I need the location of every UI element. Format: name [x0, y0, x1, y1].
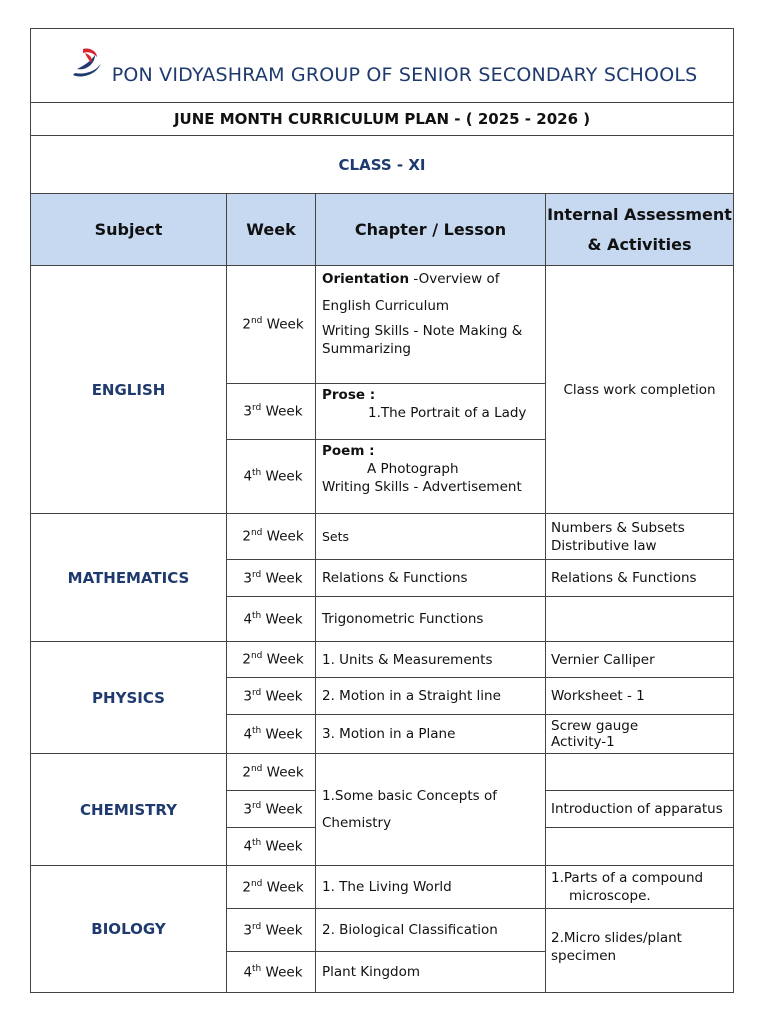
assessment-cell: Introduction of apparatus [546, 791, 734, 828]
school-logo-icon [67, 66, 112, 85]
chapter-cell: 1. Units & Measurements [316, 642, 546, 678]
column-header-chapter: Chapter / Lesson [316, 194, 546, 266]
assessment-cell: Vernier Calliper [546, 642, 734, 678]
column-header-week: Week [227, 194, 316, 266]
week-label: 2nd Week [227, 266, 316, 384]
school-header [31, 29, 734, 103]
table-row [31, 266, 734, 384]
chapter-cell: 2. Motion in a Straight line [316, 678, 546, 715]
assessment-cell: 1.Parts of a compound microscope. [546, 866, 734, 909]
class-label: CLASS - XI [31, 136, 734, 194]
chapter-cell: 2. Biological Classification [316, 909, 546, 952]
column-header-subject: Subject [31, 194, 227, 266]
assessment-cell [546, 828, 734, 866]
school-name: PON VIDYASHRAM GROUP OF SENIOR SECONDARY SCHOOLS [111, 64, 698, 86]
assessment-cell: Numbers & Subsets Distributive law [546, 514, 734, 560]
chapter-cell: Plant Kingdom [316, 952, 546, 993]
table-row [31, 642, 734, 678]
chapter-cell: Orientation -Overview of English Curriculum Writing Skills - Note Making & Summarizing [316, 266, 546, 384]
chapter-cell: 1.Some basic Concepts of Chemistry [316, 754, 546, 866]
subject-english: ENGLISH [31, 266, 227, 514]
week-label: 2nd Week [227, 514, 316, 560]
subject-chemistry: CHEMISTRY [31, 754, 227, 866]
chapter-cell: Relations & Functions [316, 560, 546, 597]
table-row [31, 866, 734, 909]
curriculum-document [30, 28, 733, 992]
week-label: 4th Week [227, 828, 316, 866]
chapter-cell: Trigonometric Functions [316, 597, 546, 642]
week-label: 2nd Week [227, 866, 316, 909]
week-label: 3rd Week [227, 560, 316, 597]
week-label: 4th Week [227, 440, 316, 514]
week-label: 4th Week [227, 952, 316, 993]
curriculum-table [30, 28, 734, 993]
week-label: 4th Week [227, 715, 316, 754]
assessment-cell: Screw gauge Activity-1 [546, 715, 734, 754]
assessment-cell [546, 754, 734, 791]
column-header-assessment: Internal Assessment & Activities [546, 194, 734, 266]
table-row [31, 514, 734, 560]
assessment-cell [546, 597, 734, 642]
assessment-cell: 2.Micro slides/plant specimen [546, 909, 734, 993]
week-label: 2nd Week [227, 642, 316, 678]
chapter-cell: 1. The Living World [316, 866, 546, 909]
chapter-cell: Prose : 1.The Portrait of a Lady [316, 384, 546, 440]
table-row [31, 754, 734, 791]
subject-mathematics: MATHEMATICS [31, 514, 227, 642]
assessment-cell: Worksheet - 1 [546, 678, 734, 715]
week-label: 3rd Week [227, 909, 316, 952]
plan-title: JUNE MONTH CURRICULUM PLAN - ( 2025 - 2026 ) [31, 103, 734, 136]
chapter-cell: Sets [316, 514, 546, 560]
week-label: 3rd Week [227, 384, 316, 440]
week-label: 3rd Week [227, 791, 316, 828]
week-label: 4th Week [227, 597, 316, 642]
subject-physics: PHYSICS [31, 642, 227, 754]
subject-biology: BIOLOGY [31, 866, 227, 993]
week-label: 2nd Week [227, 754, 316, 791]
assessment-cell: Class work completion [546, 266, 734, 514]
chapter-cell: Poem : A Photograph Writing Skills - Advertisement [316, 440, 546, 514]
assessment-cell: Relations & Functions [546, 560, 734, 597]
chapter-cell: 3. Motion in a Plane [316, 715, 546, 754]
week-label: 3rd Week [227, 678, 316, 715]
